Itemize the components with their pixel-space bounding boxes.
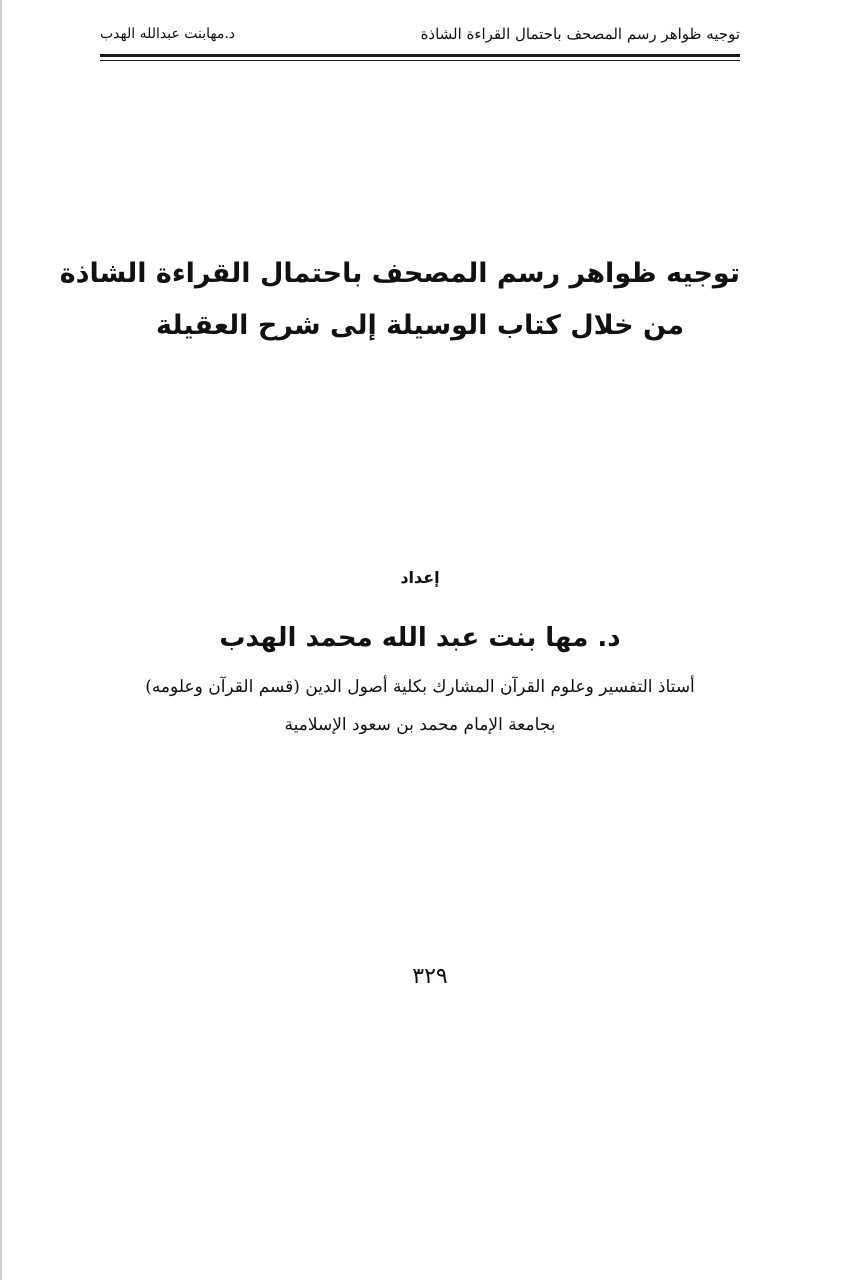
header-rule-thick <box>100 54 740 57</box>
affiliation-line-2: بجامعة الإمام محمد بن سعود الإسلامية <box>284 715 556 735</box>
running-header <box>100 22 740 46</box>
prepared-by-label: إعداد <box>400 568 440 587</box>
page-edge <box>0 0 2 1280</box>
author-affiliation <box>80 668 760 744</box>
research-title <box>59 248 740 352</box>
header-rule-thin <box>100 60 740 61</box>
title-line-1: توجيه ظواهر رسم المصحف باحتمال القراءة الشاذة <box>59 258 740 289</box>
author-name: د. مها بنت عبد الله محمد الهدب <box>219 623 621 653</box>
header-title: توجيه ظواهر رسم المصحف باحتمال القراءة الشاذة <box>420 25 740 43</box>
affiliation-line-1: أستاذ التفسير وعلوم القرآن المشارك بكلية أصول الدين (قسم القرآن وعلومه) <box>145 677 695 697</box>
title-line-2: من خلال كتاب الوسيلة إلى شرح العقيلة <box>155 310 685 341</box>
page-number: ٣٢٩ <box>412 964 448 989</box>
header-author: د.مهابنت عبدالله الهدب <box>100 26 236 42</box>
